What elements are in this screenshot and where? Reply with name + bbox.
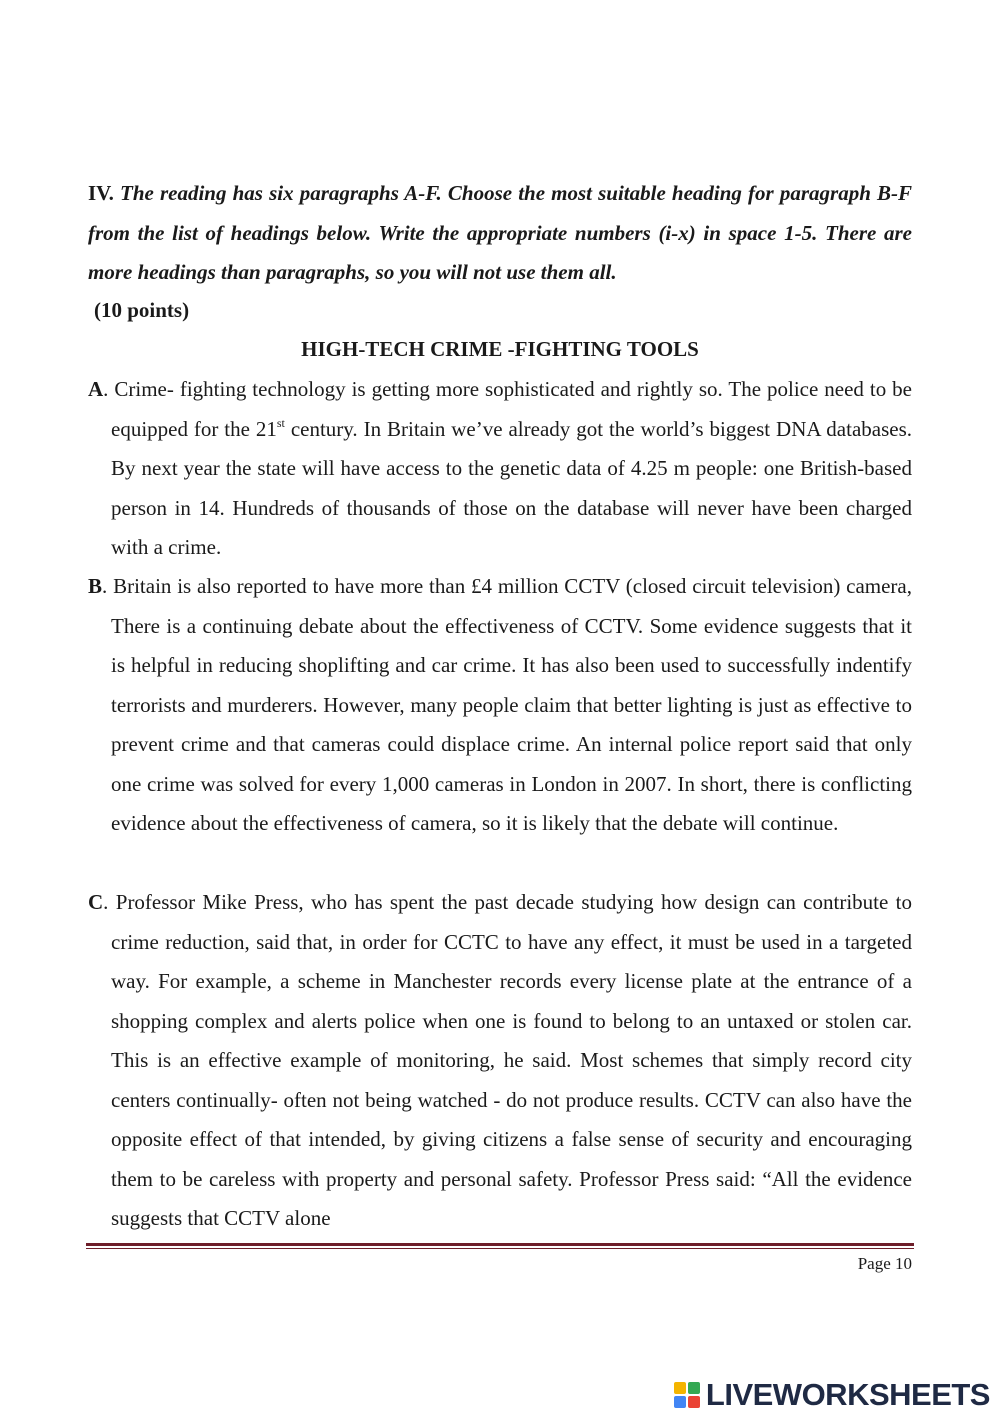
- liveworksheets-brand: [674, 1378, 990, 1412]
- paragraph-a: A. Crime- fighting technology is getting more sophisticated and rightly so. The police need to be equipped for the 21st century. In Britain we’ve already got the world’s biggest DNA databases. By next year the state will have access to the genetic data of 4.25 m people: one British-based person in 14. Hundreds of thousands of those on the database will never have been charged with a crime.: [88, 377, 912, 559]
- paragraph-c: C. Professor Mike Press, who has spent the past decade studying how design can contribute to crime reduction, said that, in order for CCTC to have any effect, it must be used in a targeted way. For example, a scheme in Manchester records every license plate at the entrance of a shopping complex and alerts police when one is found to belong to an untaxed or stolen car. This is an effective example of monitoring, he said. Most schemes that simply record city centers continually- often not being watched - do not produce results. CCTV can also have the opposite effect of that intended, by giving citizens a false sense of security and encouraging them to be careless with property and personal safety. Professor Press said: “All the evidence suggests that CCTV alone: [88, 890, 912, 1230]
- paragraph-letter: B: [88, 574, 103, 598]
- instructions-text: The reading has six paragraphs A-F. Choose the most suitable heading for paragraph B-F from the list of headings below. Write the appropriate numbers (i-x) in space 1-5. There are more headings than paragraphs, so you will not use them all.: [88, 181, 912, 284]
- footer-rule-bottom: [86, 1248, 914, 1249]
- liveworksheets-logo-icon: [674, 1382, 700, 1408]
- paragraph-letter: C: [88, 890, 104, 914]
- paragraph-b: B. Britain is also reported to have more than £4 million CCTV (closed circuit television) camera, There is a continuing debate about the effectiveness of CCTV. Some evidence suggests that it is helpful in reducing shoplifting and car crime. It has also been used to successfully indentify terrorists and murderers. However, many people claim that better lighting is just as effective to prevent crime and that cameras could displace crime. An internal police report said that only one crime was solved for every 1,000 cameras in London in 2007. In short, there is conflicting evidence about the effectiveness of camera, so it is likely that the debate will continue.: [88, 574, 912, 835]
- footer-rule-top: [86, 1243, 914, 1246]
- brand-name: LIVEWORKSHEETS: [705, 1377, 990, 1412]
- paragraph-letter: A: [88, 377, 104, 401]
- article-title: HIGH-TECH CRIME -FIGHTING TOOLS: [301, 337, 699, 361]
- page-number: Page 10: [857, 1254, 912, 1273]
- points-label: (10 points): [94, 298, 190, 322]
- section-number: IV: [88, 181, 109, 205]
- ordinal-superscript: st: [276, 415, 285, 430]
- instructions: IV. The reading has six paragraphs A-F. Choose the most suitable heading for paragraph B-F from the list of headings below. Write the appropriate numbers (i-x) in space 1-5. There are more headings than paragraphs, so you will not use them all.: [88, 181, 912, 284]
